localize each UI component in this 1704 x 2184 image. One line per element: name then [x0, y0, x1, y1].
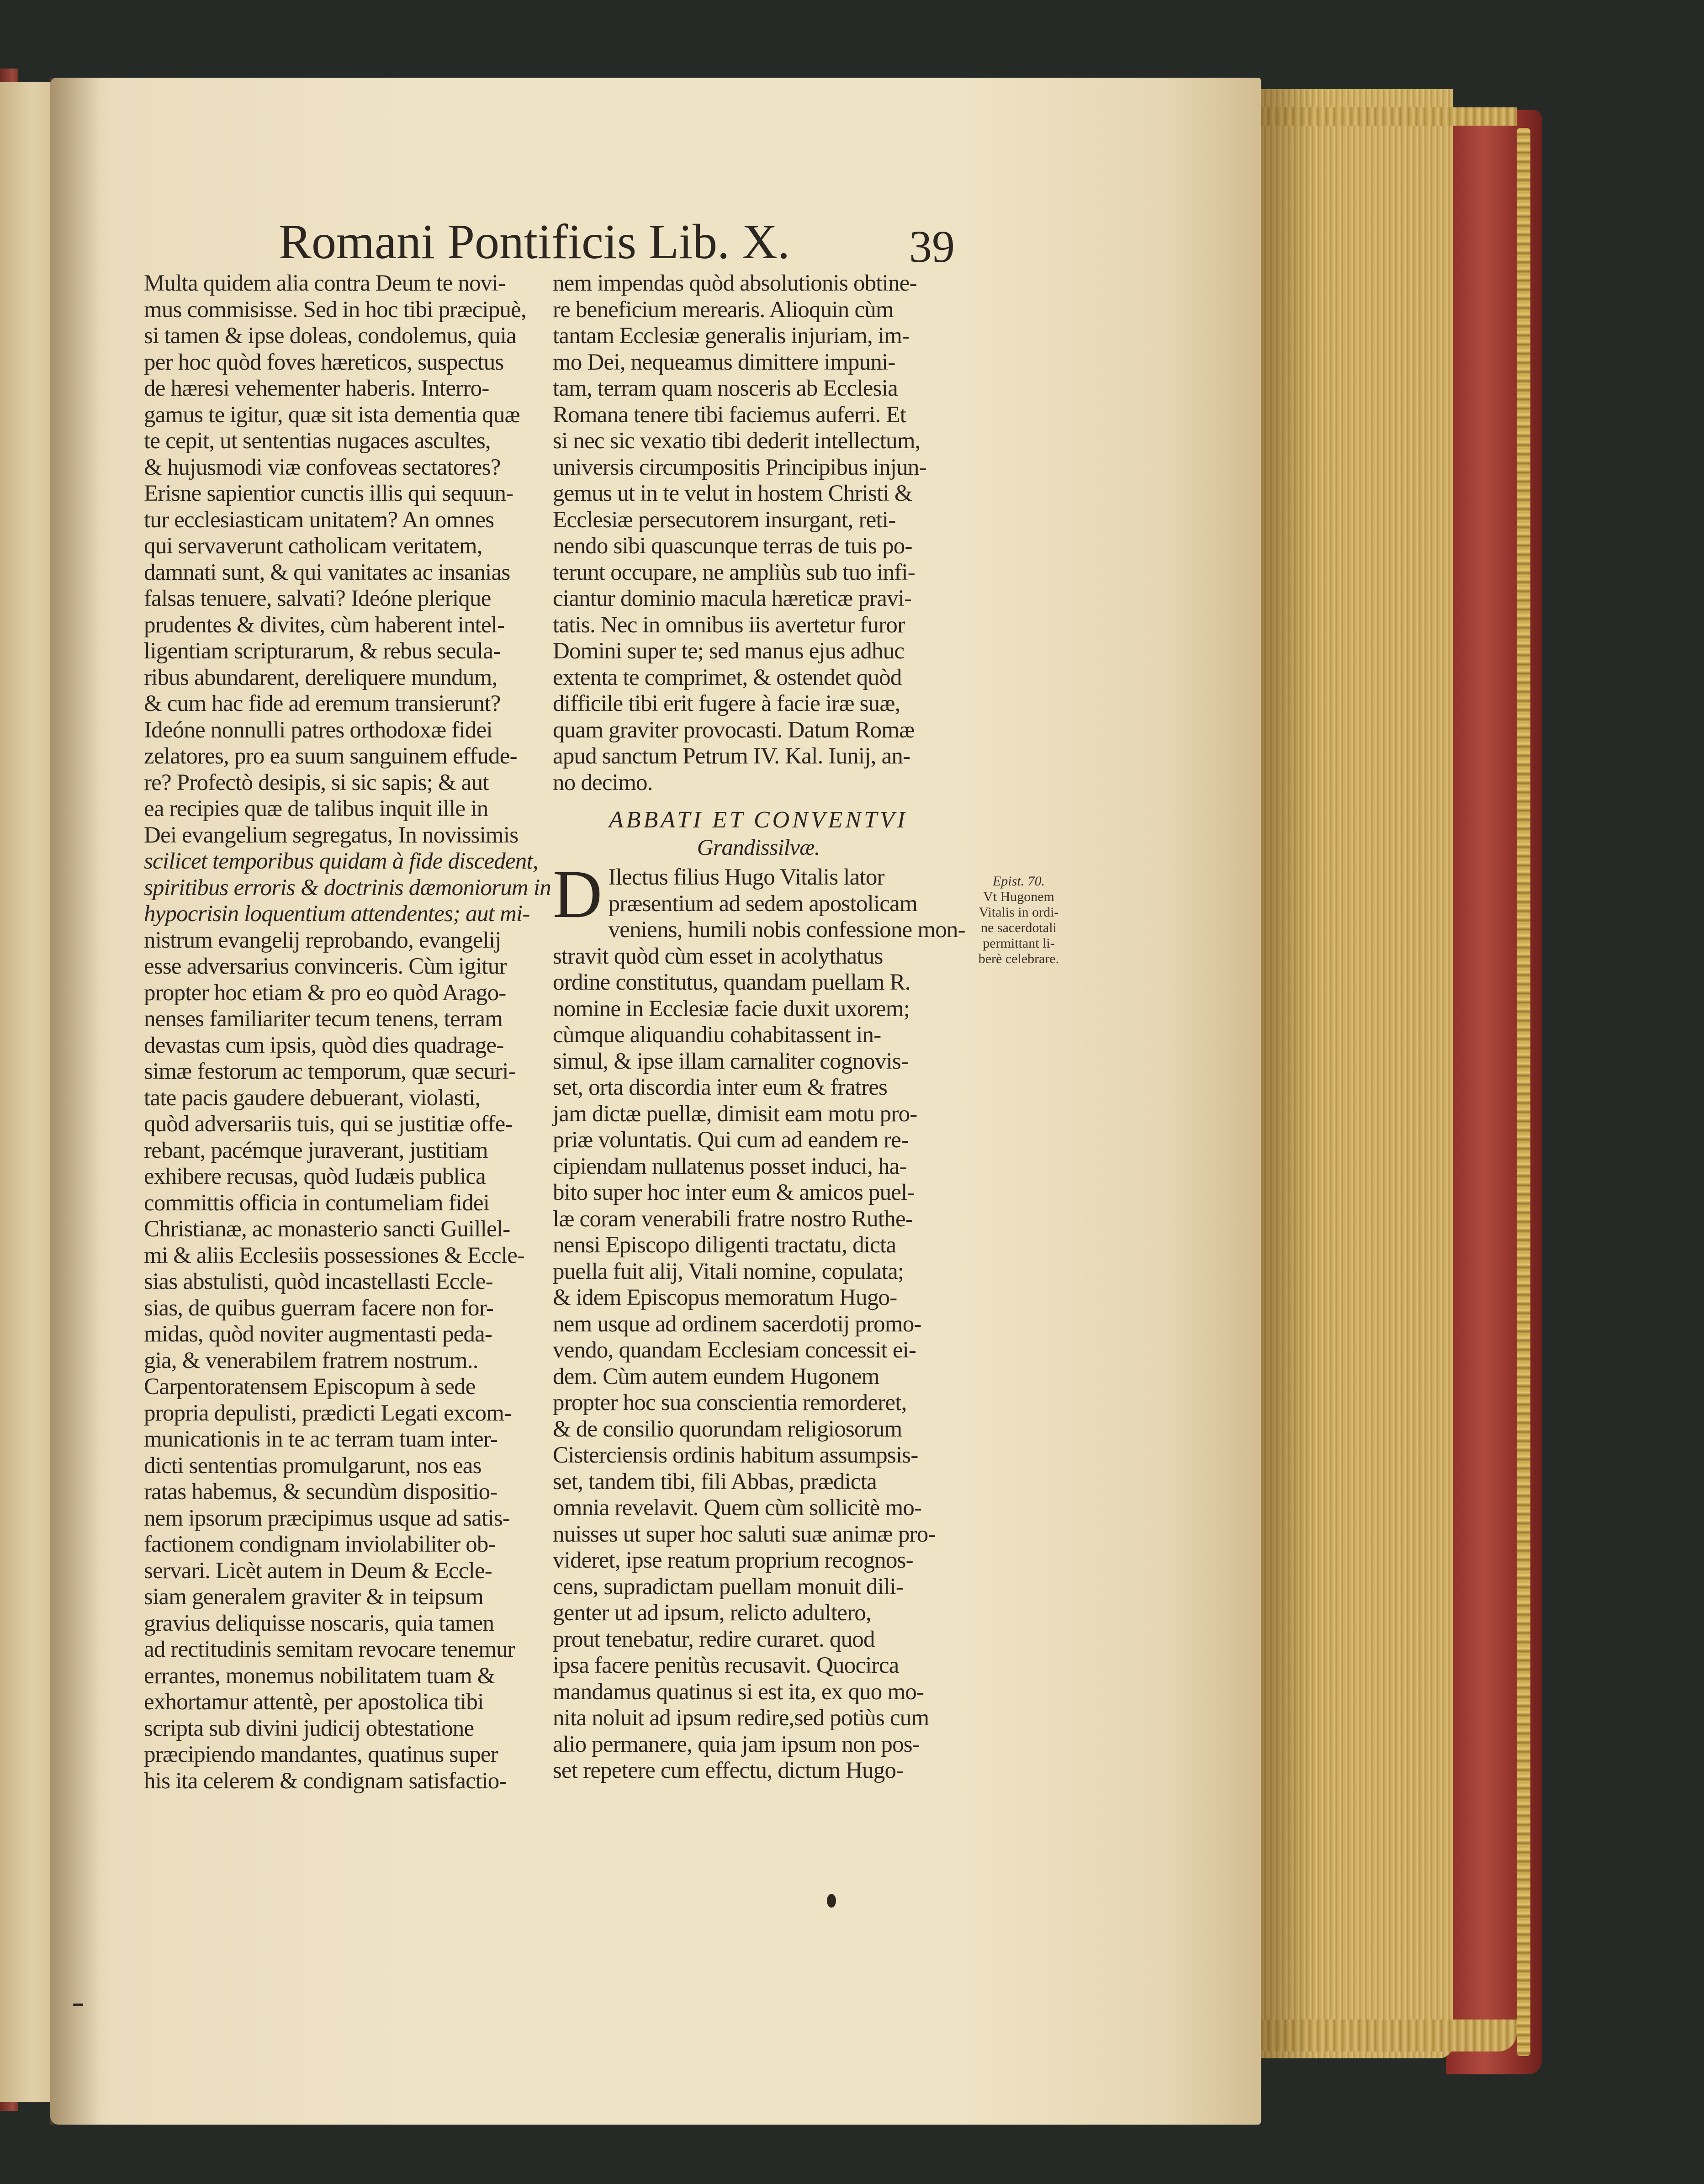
- text-line: si nec sic vexatio tibi dederit intellectum,: [553, 428, 921, 454]
- text-line: læ coram venerabili fratre nostro Ruthe-: [553, 1206, 913, 1232]
- text-line: Ilectus filius Hugo Vitalis lator: [608, 864, 884, 890]
- text-line: de hæresi vehementer haberis. Interro-: [144, 376, 489, 401]
- text-line: gamus te igitur, quæ sit ista dementia quæ: [144, 402, 520, 428]
- text-line: gravius deliquisse noscaris, quia tamen: [144, 1610, 494, 1636]
- text-line: genter ut ad ipsum, relicto adultero,: [553, 1600, 871, 1626]
- text-line: exhibere recusas, quòd Iudæis publica: [144, 1164, 486, 1189]
- text-line: tam, terram quam nosceris ab Ecclesia: [553, 376, 898, 401]
- text-line: esse adversarius convinceris. Cùm igitur: [144, 954, 507, 979]
- text-line: universis circumpositis Principibus injun-: [553, 454, 926, 480]
- text-line: errantes, monemus nobilitatem tuam &: [144, 1663, 495, 1689]
- text-line: mus commisisse. Sed in hoc tibi præcipuè,: [144, 297, 526, 323]
- marginal-note-line: berè celebrare.: [978, 951, 1059, 966]
- text-line: sias abstulisti, quòd incastellasti Eccle-: [144, 1269, 493, 1294]
- text-line: mi & aliis Ecclesiis possessiones & Eccle-: [144, 1242, 525, 1268]
- text-line: falsas tenuere, salvati? Ideóne plerique: [144, 586, 491, 611]
- text-line: Christianæ, ac monasterio sancti Guillel-: [144, 1216, 510, 1242]
- text-line: Ecclesiæ persecutorem insurgant, reti-: [553, 507, 896, 533]
- text-line: apud sanctum Petrum IV. Kal. Iunij, an-: [553, 743, 910, 769]
- text-line: mo Dei, nequeamus dimittere impuni-: [553, 349, 895, 375]
- text-line: factionem condignam inviolabiliter ob-: [144, 1532, 496, 1557]
- text-line: terunt occupare, ne ampliùs sub tuo infi-: [553, 559, 915, 585]
- marginal-note: [962, 874, 1076, 967]
- text-line: propria depulisti, prædicti Legati excom-: [144, 1400, 512, 1426]
- text-line: his ita celerem & condignam satisfactio-: [144, 1768, 507, 1794]
- text-line: siam generalem graviter & in teipsum: [144, 1584, 484, 1610]
- text-line: set, tandem tibi, fili Abbas, prædicta: [553, 1468, 877, 1495]
- text-line: quam graviter provocasti. Datum Romæ: [553, 717, 915, 743]
- text-line: nendo sibi quascunque terras de tuis po-: [553, 533, 912, 559]
- text-line: te cepit, ut sententias nugaces ascultes,: [144, 428, 491, 454]
- text-line: cens, supradictam puellam monuit dili-: [553, 1574, 903, 1600]
- text-line: nuisses ut super hoc saluti suæ animæ pro-: [553, 1521, 936, 1547]
- text-line: per hoc quòd foves hæreticos, suspectus: [144, 349, 504, 375]
- text-line: & idem Episcopus memoratum Hugo-: [553, 1285, 897, 1310]
- text-line: nenses familiariter tecum tenens, terram: [144, 1006, 503, 1032]
- text-line: tantam Ecclesiæ generalis injuriam, im-: [553, 323, 910, 349]
- text-line: & hujusmodi viæ confoveas sectatores?: [144, 454, 501, 480]
- text-line: Domini super te; sed manus ejus adhuc: [553, 638, 905, 664]
- text-line: exhortamur attentè, per apostolica tibi: [144, 1689, 484, 1715]
- text-line: ciantur dominio macula hæreticæ pravi-: [553, 586, 912, 611]
- right-text-column: [553, 270, 964, 1784]
- drop-capital: D: [553, 856, 602, 932]
- text-line: præsentium ad sedem apostolicam: [608, 891, 917, 917]
- text-line: nem usque ad ordinem sacerdotij promo-: [553, 1311, 921, 1337]
- text-line: Dei evangelium segregatus, In novissimis: [144, 822, 519, 848]
- heading-spacer: [553, 796, 964, 807]
- text-line: dicti sententias promulgarunt, nos eas: [144, 1452, 482, 1479]
- text-line: ad rectitudinis semitam revocare tenemur: [144, 1637, 515, 1662]
- text-line: devastas cum ipsis, quòd dies quadrage-: [144, 1032, 504, 1058]
- text-line: bito super hoc inter eum & amicos puel-: [553, 1180, 915, 1205]
- text-line: quòd adversariis tuis, qui se justitiæ offe-: [144, 1111, 513, 1137]
- running-title: Romani Pontificis Lib. X.: [279, 215, 790, 269]
- letter-continuation: [553, 270, 964, 796]
- text-line: puella fuit alij, Vitali nomine, copulata;: [553, 1258, 904, 1284]
- text-line: gia, & venerabilem fratrem nostrum..: [144, 1347, 478, 1373]
- text-line: nem ipsorum præcipimus usque ad satis-: [144, 1505, 510, 1531]
- text-line: Erisne sapientior cunctis illis qui sequun-: [144, 481, 513, 506]
- text-line: damnati sunt, & qui vanitates ac insanias: [144, 559, 510, 585]
- text-line: sias, de quibus guerram facere non for-: [144, 1295, 494, 1321]
- text-line: prudentes & divites, cùm haberent intel-: [144, 612, 505, 638]
- text-line: priæ voluntatis. Qui cum ad eandem re-: [553, 1127, 909, 1153]
- text-line: municationis in te ac terram tuam inter-: [144, 1426, 498, 1452]
- text-line: prout tenebatur, redire curaret. quod: [553, 1626, 875, 1652]
- text-line: scilicet temporibus quidam à fide discedent,: [144, 848, 538, 874]
- text-line: ratas habemus, & secundùm dispositio-: [144, 1479, 497, 1505]
- text-line: nistrum evangelij reprobando, evangelij: [144, 927, 501, 953]
- page-gutter-shadow: [50, 78, 101, 2125]
- text-line: dem. Cùm autem eundem Hugonem: [553, 1363, 879, 1389]
- text-line: no decimo.: [553, 769, 653, 795]
- text-line: cùmque aliquandiu cohabitassent in-: [553, 1022, 881, 1048]
- text-line: & cum hac fide ad eremum transierunt?: [144, 691, 501, 716]
- gilt-cover-border: [1517, 128, 1530, 2056]
- text-line: Ideóne nonnulli patres orthodoxæ fidei: [144, 717, 492, 743]
- marginal-note-line: ne sacerdotali: [981, 920, 1057, 935]
- text-line: re beneficium merearis. Alioquin cùm: [553, 297, 894, 323]
- text-line: ligentiam scripturarum, & rebus secula-: [144, 638, 501, 664]
- ink-spot: [827, 1894, 836, 1908]
- text-line: stravit quòd cùm esset in acolythatus: [553, 943, 883, 969]
- text-line: rebant, pacémque juraverant, justitiam: [144, 1137, 488, 1163]
- letter-heading-subtitle: Grandissilvæ.: [697, 834, 820, 860]
- text-line: tatis. Nec in omnibus iis avertetur furor: [553, 612, 905, 638]
- text-line: ordine constitutus, quandam puellam R.: [553, 970, 910, 995]
- text-line: ea recipies quæ de talibus inquit ille in: [144, 796, 488, 822]
- text-line: Multa quidem alia contra Deum te novi-: [144, 270, 506, 296]
- text-line: difficile tibi erit fugere à facie iræ suæ,: [553, 691, 900, 716]
- text-line: jam dictæ puellæ, dimisit eam motu pro-: [553, 1101, 917, 1127]
- text-line: cipiendam nullatenus posset induci, ha-: [553, 1153, 907, 1179]
- left-text-column: [144, 270, 551, 1794]
- page-edge-shadow: [1261, 89, 1316, 2058]
- text-line: videret, ipse reatum proprium recognos-: [553, 1548, 913, 1573]
- text-line: Cisterciensis ordinis habitum assumpsis-: [553, 1442, 918, 1468]
- letter-body: [553, 856, 965, 1784]
- text-line: scripta sub divini judicij obtestatione: [144, 1715, 474, 1741]
- text-line: midas, quòd noviter augmentasti peda-: [144, 1321, 492, 1347]
- text-line: alio permanere, quia jam ipsum non pos-: [553, 1731, 920, 1757]
- text-line: servari. Licèt autem in Deum & Eccle-: [144, 1558, 492, 1584]
- text-line: simul, & ipse illam carnaliter cognovis-: [553, 1048, 909, 1074]
- marginal-note-line: Vt Hugonem: [983, 889, 1054, 904]
- text-line: tate pacis gaudere debuerant, violasti,: [144, 1085, 481, 1111]
- text-line: veniens, humili nobis confessione mon-: [608, 917, 965, 943]
- text-line: tur ecclesiasticam unitatem? An omnes: [144, 507, 494, 533]
- page-number: 39: [909, 221, 955, 272]
- text-line: gemus ut in te velut in hostem Christi &: [553, 481, 912, 506]
- text-line: set, orta discordia inter eum & fratres: [553, 1075, 888, 1100]
- text-line: nensi Episcopo diligenti tractatu, dicta: [553, 1232, 896, 1258]
- text-line: zelatores, pro ea suum sanguinem effude-: [144, 743, 517, 769]
- text-line: nomine in Ecclesiæ facie duxit uxorem;: [553, 996, 910, 1022]
- text-line: ribus abundarent, dereliquere mundum,: [144, 664, 497, 690]
- text-line: simæ festorum ac temporum, quæ securi-: [144, 1059, 516, 1084]
- text-line: propter hoc sua conscientia remorderet,: [553, 1390, 907, 1415]
- text-line: re? Profectò desipis, si sic sapis; & aut: [144, 769, 489, 795]
- text-line: set repetere cum effectu, dictum Hugo-: [553, 1758, 904, 1783]
- text-line: si tamen & ipse doleas, condolemus, quia: [144, 323, 517, 349]
- text-line: omnia revelavit. Quem cùm sollicitè mo-: [553, 1495, 922, 1521]
- text-line: Romana tenere tibi faciemus auferri. Et: [553, 402, 906, 428]
- text-line: nita noluit ad ipsum redire,sed potiùs cum: [553, 1705, 929, 1731]
- text-line: extenta te comprimet, & ostendet quòd: [553, 664, 902, 690]
- letter-heading: ABBATI ET CONVENTVI: [609, 807, 908, 833]
- marginal-note-line: Vitalis in ordi-: [979, 905, 1059, 920]
- text-line: qui servaverunt catholicam veritatem,: [144, 533, 482, 559]
- text-line: præcipiendo mandantes, quatinus super: [144, 1742, 498, 1767]
- text-line: propter hoc etiam & pro eo quòd Arago-: [144, 980, 506, 1006]
- text-line: vendo, quandam Ecclesiam concessit ei-: [553, 1337, 916, 1363]
- marginal-note-line: Epist. 70.: [992, 874, 1045, 889]
- text-line: & de consilio quorundam religiosorum: [553, 1416, 902, 1442]
- text-line: spiritibus erroris & doctrinis dæmoniorum in: [144, 875, 551, 901]
- ink-mark: [73, 2004, 83, 2006]
- text-line: ipsa facere penitùs recusavit. Quocirca: [553, 1653, 899, 1678]
- text-line: mandamus quatinus si est ita, ex quo mo-: [553, 1679, 924, 1705]
- text-line: committis officia in contumeliam fidei: [144, 1190, 490, 1216]
- text-line: nem impendas quòd absolutionis obtine-: [553, 270, 917, 296]
- text-line: Carpentoratensem Episcopum à sede: [144, 1374, 476, 1399]
- text-line: hypocrisin loquentium attendentes; aut mi-: [144, 901, 530, 927]
- marginal-note-line: permittant li-: [983, 936, 1055, 951]
